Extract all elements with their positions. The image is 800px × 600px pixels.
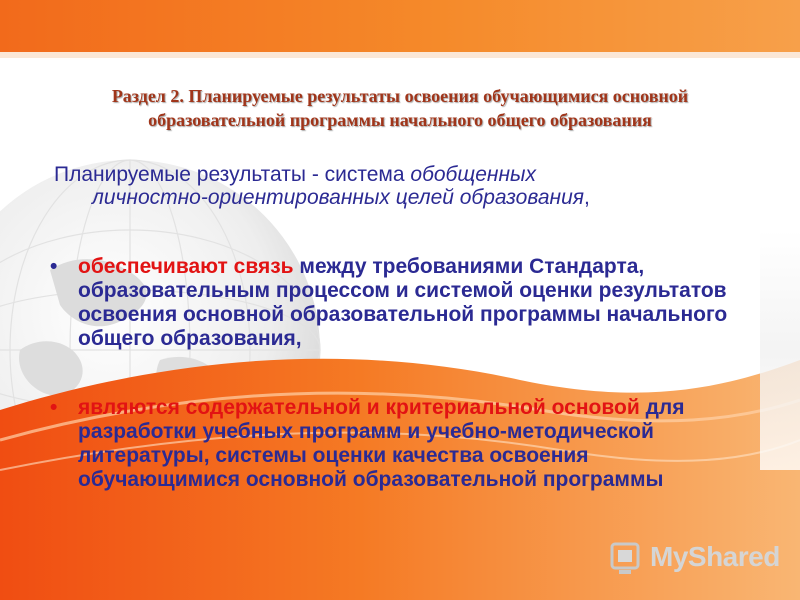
- intro-emphasis-1: обобщенных: [410, 163, 536, 186]
- slide-title-line1: Раздел 2. Планируемые результаты освоения обучающимися основной: [111, 86, 689, 106]
- right-edge-shade: [760, 230, 800, 470]
- bullet-marker: •: [50, 255, 58, 278]
- watermark-shared: Shared: [687, 541, 780, 572]
- bullet-2-highlight: являются содержательной и критериальной основой: [78, 396, 640, 419]
- top-banner-stripe: [0, 52, 800, 58]
- myshared-watermark: [650, 541, 780, 573]
- slide-title-line2: образовательной программы начального общего образования: [148, 110, 652, 130]
- bullet-item-2: [50, 396, 750, 492]
- intro-paragraph: [54, 163, 754, 209]
- bullet-marker: •: [50, 396, 58, 419]
- watermark-my: My: [650, 541, 688, 572]
- bullet-1-text: образовательным процессом и системой оценки результатов освоения основной образовательной программы начального общего образования,: [78, 279, 728, 350]
- intro-tail: ,: [583, 186, 590, 209]
- slide-title: [20, 84, 780, 132]
- bullet-1-highlight: обеспечивают связь: [78, 255, 294, 278]
- intro-text: Планируемые результаты - система: [54, 163, 411, 186]
- top-banner: [0, 0, 800, 52]
- bullet-item-1: [50, 255, 750, 351]
- intro-emphasis-2: личностно-ориентированных целей образования: [92, 186, 584, 209]
- bullet-2-text: для разработки учебных программ и учебно-методической литературы, системы оценки качества освоения обучающимися основной образовательной программы: [78, 396, 685, 491]
- bullet-1-line1: между требованиями Стандарта,: [293, 255, 645, 278]
